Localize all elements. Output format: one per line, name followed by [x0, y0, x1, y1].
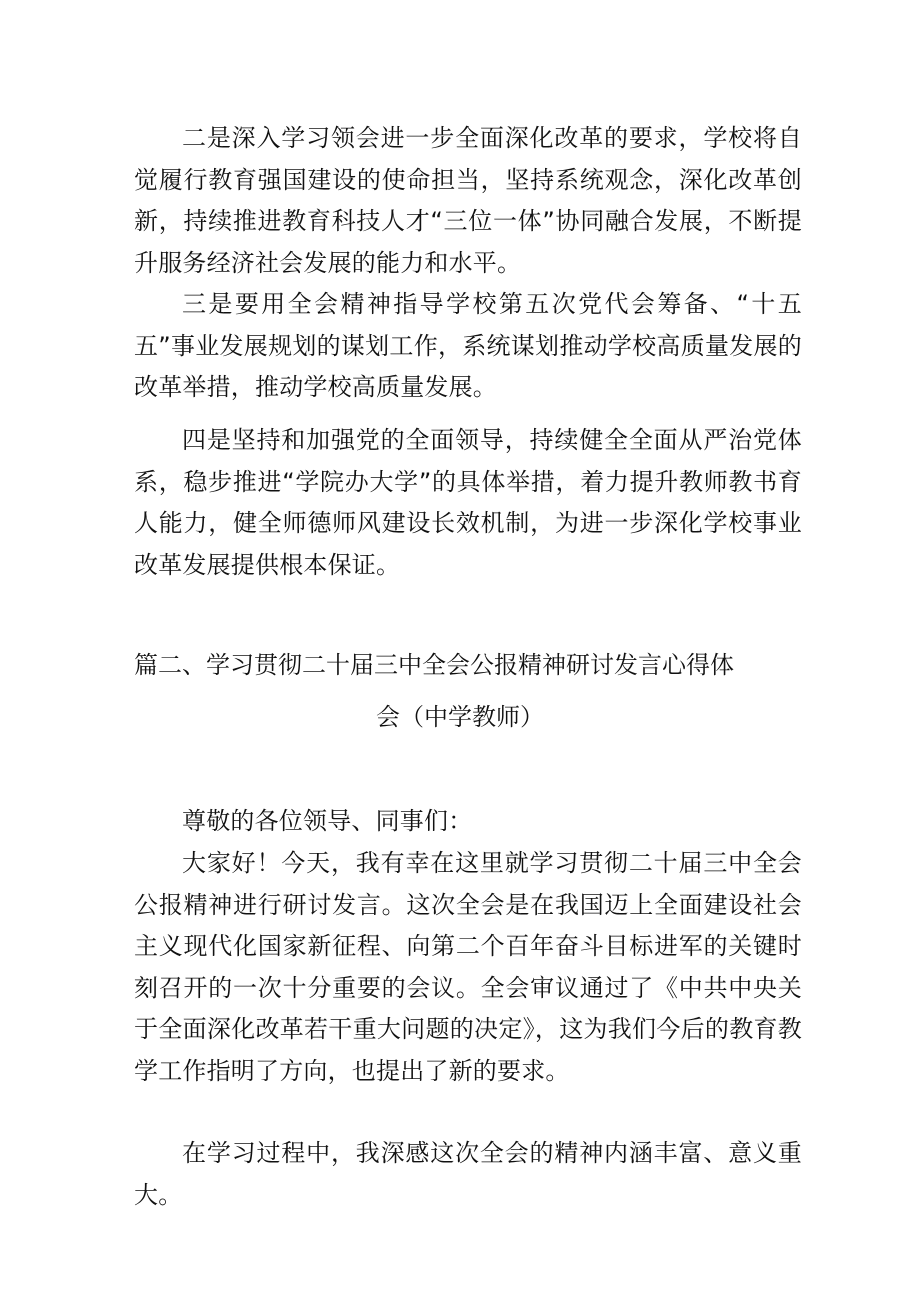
section-title-line-1: 篇二、学习贯彻二十届三中全会公报精神研讨发言心得体	[134, 651, 734, 679]
paragraph-greeting: 大家好！今天，我有幸在这里就学习贯彻二十届三中全会公报精神进行研讨发言。这次全会是在我国迈上全面建设社会主义现代化国家新征程、向第二个百年奋斗目标进军的关键时刻召开的一次十分重要的会议。全会审议通过了《中共中央关于全面深化改革若干重大问题的决定》，这为我们今后的教育教学工作指明了方向，也提出了新的要求。	[134, 849, 802, 1085]
paragraph-point-two: 二是深入学习领会进一步全面深化改革的要求，学校将自觉履行教育强国建设的使命担当，坚持系统观念，深化改革创新，持续推进教育科技人才“三位一体”协同融合发展，不断提升服务经济社会发展的能力和水平。	[134, 124, 802, 277]
paragraph-learning: 在学习过程中，我深感这次全会的精神内涵丰富、意义重大。	[134, 1139, 802, 1209]
section-title-line-2: 会（中学教师）	[376, 703, 544, 731]
paragraph-point-four: 四是坚持和加强党的全面领导，持续健全全面从严治党体系，稳步推进“学院办大学”的具体举措，着力提升教师教书育人能力，健全师德师风建设长效机制，为进一步深化学校事业改革发展提供根本保证。	[134, 426, 802, 579]
salutation: 尊敬的各位领导、同事们：	[182, 807, 473, 835]
paragraph-point-three: 三是要用全会精神指导学校第五次党代会筹备、“十五五”事业发展规划的谋划工作，系统谋划推动学校高质量发展的改革举措，推动学校高质量发展。	[134, 290, 802, 401]
